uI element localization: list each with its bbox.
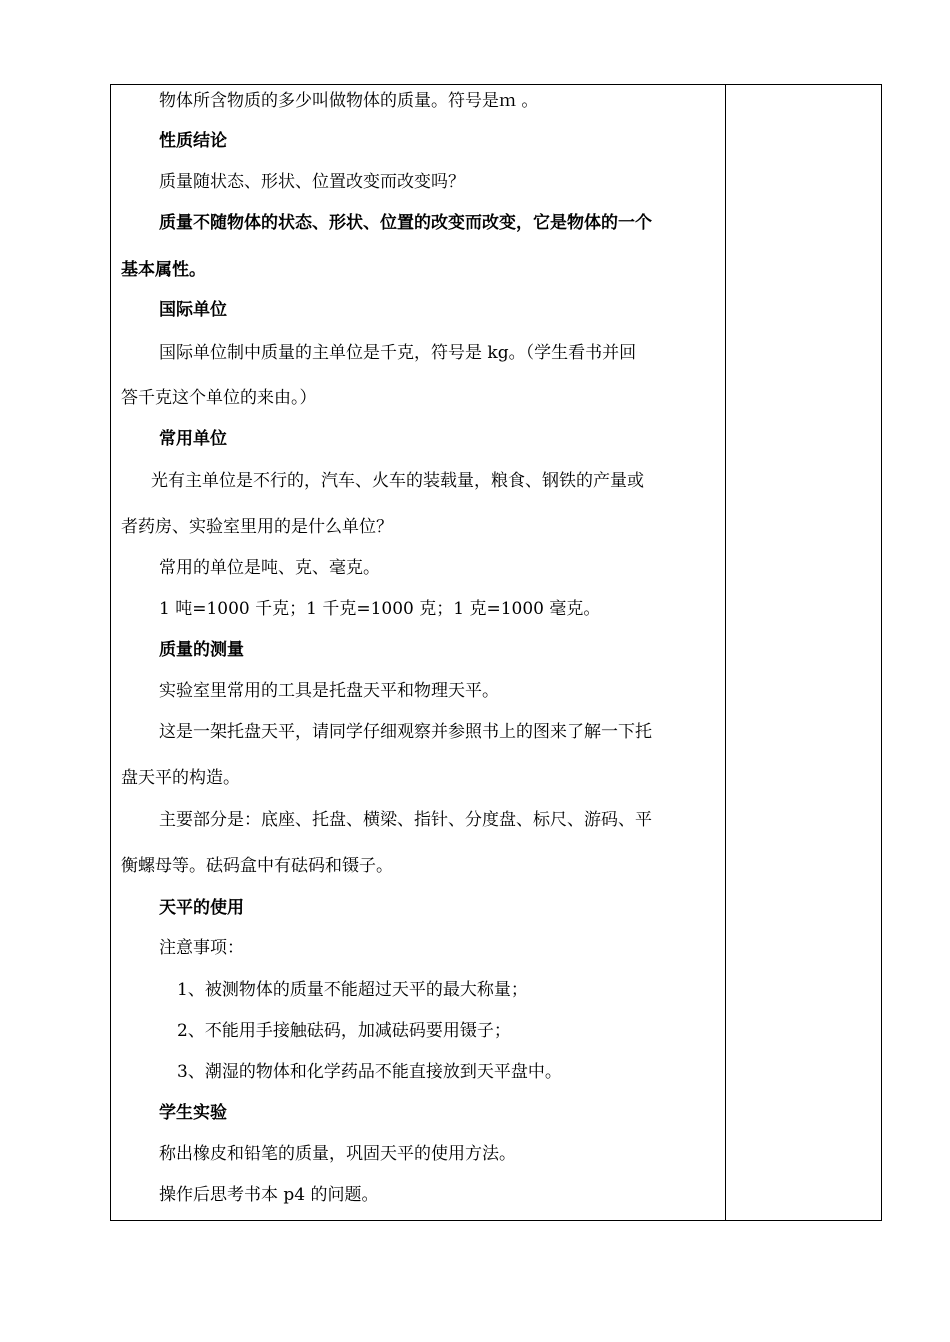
lesson-table [110,84,882,1221]
followup-text: 操作后思考书本 p4 的问题。 [159,1185,379,1205]
note-1: 1、被测物体的质量不能超过天平的最大称量； [177,980,528,1000]
lesson-content-cell [111,85,725,1220]
experiment-text: 称出橡皮和铅笔的质量，巩固天平的使用方法。 [159,1144,516,1164]
common-units-text-2: 者药房、实验室里用的是什么单位？ [121,517,393,537]
heading-measurement: 质量的测量 [159,640,244,660]
conclusion-text-1: 质量不随物体的状态、形状、位置的改变而改变，它是物体的一个 [159,213,652,233]
conclusion-text-2: 基本属性。 [121,260,206,280]
heading-properties: 性质结论 [159,131,227,151]
si-unit-text-2: 答千克这个单位的来由。） [121,388,317,408]
balance-text-2: 盘天平的构造。 [121,768,240,788]
common-units-text-1: 光有主单位是不行的，汽车、火车的装载量，粮食、钢铁的产量或 [151,471,644,491]
heading-experiment: 学生实验 [159,1103,227,1123]
common-units-list: 常用的单位是吨、克、毫克。 [159,558,380,578]
note-2: 2、不能用手接触砝码，加减砝码要用镊子； [177,1021,511,1041]
note-3: 3、潮湿的物体和化学药品不能直接放到天平盘中。 [177,1062,562,1082]
question-text: 质量随状态、形状、位置改变而改变吗？ [159,172,465,192]
unit-conversion: 1 吨=1000 千克；1 千克=1000 克；1 克=1000 毫克。 [159,599,601,619]
measurement-tools: 实验室里常用的工具是托盘天平和物理天平。 [159,681,499,701]
notes-column-cell [726,85,881,1220]
balance-text-1: 这是一架托盘天平，请同学仔细观察并参照书上的图来了解一下托 [159,722,652,742]
heading-usage: 天平的使用 [159,898,244,918]
si-unit-text-1: 国际单位制中质量的主单位是千克，符号是 kg。（学生看书并回 [159,343,637,363]
heading-common-units: 常用单位 [159,429,227,449]
parts-text-2: 衡螺母等。砝码盒中有砝码和镊子。 [121,856,393,876]
notes-label: 注意事项： [159,938,244,958]
heading-si-unit: 国际单位 [159,300,227,320]
parts-text-1: 主要部分是：底座、托盘、横梁、指针、分度盘、标尺、游码、平 [159,810,652,830]
definition-text: 物体所含物质的多少叫做物体的质量。符号是ｍ 。 [159,91,539,111]
